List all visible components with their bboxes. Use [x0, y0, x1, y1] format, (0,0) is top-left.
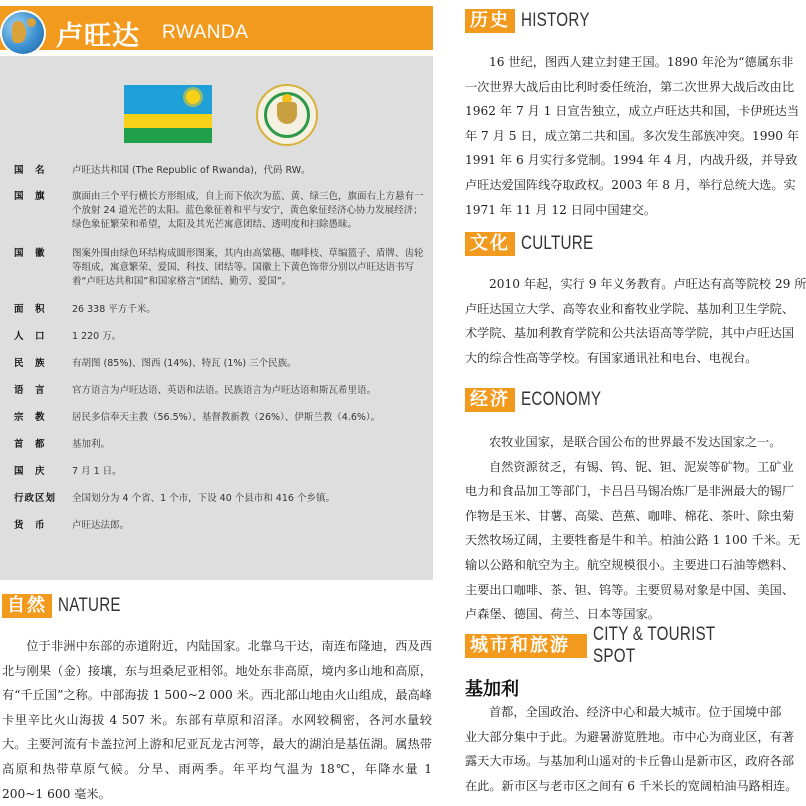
fact-row-area: [14, 303, 424, 317]
fact-row-national-day: [14, 465, 424, 479]
section-title-cn: 历史: [465, 9, 515, 33]
culture-paragraph: [465, 272, 806, 370]
text-line: 露天大市场。与基加利山遥对的卡丘鲁山是新市区，政府各部: [465, 754, 795, 769]
fact-value: 7 月 1 日。: [72, 466, 122, 477]
fact-value: 全国划分为 4 个省、1 个市，下设 40 个县市和 416 个乡镇。: [72, 493, 335, 504]
text-line: 在此。新市区与老市区之间有 6 千米长的宽阔柏油马路相连。: [465, 778, 798, 793]
national-emblem-image: [256, 84, 318, 146]
fact-row-name: [14, 164, 424, 178]
fact-value: 旗面由三个平行横长方形组成，自上而下依次为蓝、黄、绿三色，旗面右上方悬有一个放射 24 道光芒的太阳。蓝色象征着和平与安宁，黄色象征经济心协力发展经济；绿色象征繁荣和希望，太阳及其光芒寓意团结、透明度和扫除愚昧。: [72, 191, 424, 230]
section-title-en: ECONOMY: [521, 389, 602, 410]
text-line: 大的综合性高等学校。有国家通讯社和电台、电视台。: [465, 350, 758, 365]
sun-icon: [186, 90, 200, 104]
section-heading-culture: [465, 232, 611, 256]
section-heading-economy: [465, 388, 621, 412]
fact-label: 首 都: [14, 439, 46, 450]
fact-label: 国 旗: [14, 191, 46, 202]
fact-value: 1 220 万。: [72, 331, 122, 342]
fact-row-currency: [14, 519, 424, 533]
fact-value: 卢旺达法郎。: [72, 520, 130, 531]
text-line: 术学院、基加利教育学院和公共法语高等学院，其中卢旺达国: [465, 326, 795, 341]
text-line: 一次世界大战后由比利时委任统治，第二次世界大战后改由比: [465, 79, 795, 94]
fact-value: 居民多信奉天主教（56.5%）、基督教新教（26%）、伊斯兰教（4.6%）。: [72, 412, 381, 423]
section-title-en: CULTURE: [521, 233, 594, 254]
section-title-cn: 城市和旅游地: [465, 634, 587, 658]
fact-label: 国 名: [14, 165, 46, 176]
text-line: 主要出口咖啡、茶、钽、钨等。主要贸易对象是中国、美国、: [465, 582, 795, 597]
fact-row-language: [14, 384, 424, 398]
fact-row-population: [14, 330, 424, 344]
city-name: 基加利: [465, 679, 519, 700]
section-heading-city: [465, 624, 790, 680]
fact-row-ethnicity: [14, 357, 424, 371]
section-heading-history: [465, 9, 607, 33]
fact-value: 26 338 平方千米。: [72, 304, 156, 315]
fact-label: 宗 教: [14, 412, 46, 423]
fact-value: 卢旺达共和国 (The Republic of Rwanda)，代码 RW。: [72, 165, 311, 176]
text-line: 卢旺达爱国阵线夺取政权。2003 年 8 月，举行总统大选。实: [465, 177, 796, 192]
fact-label: 行政区划: [14, 493, 57, 504]
country-header: [0, 6, 433, 50]
section-title-en: HISTORY: [521, 10, 590, 31]
section-title-en: CITY & TOURIST SPOT: [592, 624, 716, 667]
text-line: 自然资源贫乏，有锡、钨、铌、钽、泥炭等矿物。工矿业: [489, 459, 794, 474]
text-line: 卢旺达国立大学、高等农业和畜牧业学院、基加利卫生学院、: [465, 301, 795, 316]
fact-row-religion: [14, 411, 424, 425]
text-line: 天然牧场辽阔，主要牲畜是牛和羊。柏油公路 1 100 千米。无: [465, 533, 801, 548]
city-paragraph: [465, 700, 798, 798]
text-line: 1962 年 7 月 1 日宣告独立，成立卢旺达共和国，卡伊班达当: [465, 104, 800, 119]
section-title-en: NATURE: [58, 595, 121, 616]
fact-label: 面 积: [14, 304, 46, 315]
country-name-cn: 卢旺达: [56, 21, 140, 52]
fact-row-flag: [14, 190, 424, 232]
fact-label: 语 言: [14, 385, 46, 396]
section-title-cn: 自然: [2, 594, 52, 618]
fact-list: [14, 164, 424, 533]
nature-paragraph: 位于非洲中东部的赤道附近，内陆国家。北靠乌干达，南连布隆迪，西及西北与刚果（金）接壤，东与坦桑尼亚相邻。地处东非高原，境内多山地和高原，有“千丘国”之称。中部海拔 1 500~2 000 米。西北部山地由火山组成，最高峰卡里辛比火山海拔 4 507 米。东部有草原和沼泽。水网较稠密，各河水量较大。主要河流有卡盖拉河上游和尼亚瓦龙古河等，最大的湖泊是基伍湖。属热带高原和热带草原气候。分旱、雨两季。年平均气温为 18℃，年降水量 1 200~1 600 毫米。: [2, 639, 432, 801]
section-title-cn: 经济: [465, 388, 515, 412]
text-line: 卢森堡、德国、荷兰、日本等国家。: [465, 607, 660, 622]
text-line: 电力和食品加工等部门，卡吕吕马锡冶炼厂是非洲最大的锡厂: [465, 484, 795, 499]
fact-row-emblem: [14, 247, 424, 289]
fact-value: 基加利。: [72, 439, 111, 450]
text-line: 2010 年起，实行 9 年义务教育。卢旺达有高等院校 29 所: [489, 277, 806, 291]
text-line: 1991 年 6 月实行多党制。1994 年 4 月，内战升级，并导致: [465, 153, 798, 168]
text-line: 16 世纪，图西人建立封建王国。1890 年沦为“德属东非: [489, 55, 794, 69]
section-title-cn: 文化: [465, 232, 515, 256]
text-line: 作物是玉米、甘薯、高粱、芭蕉、咖啡、棉花、茶叶、除虫菊: [465, 508, 795, 523]
fact-label: 人 口: [14, 331, 46, 342]
fact-row-divisions: [14, 492, 424, 506]
text-line: 年 7 月 5 日，成立第二共和国。多次发生部族冲突。1990 年: [465, 128, 800, 143]
fact-row-capital: [14, 438, 424, 452]
fact-value: 有胡图 (85%)、图西 (14%)、特瓦 (1%) 三个民族。: [72, 358, 297, 369]
text-line: 业大部分集中于此。为避暑游览胜地。市中心为商业区，有著: [465, 729, 795, 744]
globe-icon: [2, 12, 44, 54]
fact-value: 图案外围由绿色环结构成圆形图案，其内由高粱穗、咖啡枝、草编篮子、盾牌、齿轮等组成，寓意繁荣、爱国、科技、团结等。国徽上下黄色饰带分别以卢旺达语书写着“卢旺达共和国”和国家格言“团结、勤劳、爱国”。: [72, 248, 424, 287]
text-line: 1971 年 11 月 12 日同中国建交。: [465, 202, 657, 217]
history-paragraph: [465, 50, 800, 222]
fact-label: 民 族: [14, 358, 46, 369]
fact-label: 国 庆: [14, 466, 46, 477]
text-line: 农牧业国家，是联合国公布的世界最不发达国家之一。: [489, 435, 782, 449]
country-name-en: RWANDA: [162, 22, 249, 43]
text-line: 输以公路和航空为主。航空规模很小。主要进口石油等燃料、: [465, 557, 795, 572]
text-line: 首都，全国政治、经济中心和最大城市。位于国境中部: [489, 705, 782, 719]
economy-paragraph: [465, 430, 801, 627]
fact-label: 货 币: [14, 520, 46, 531]
fact-panel: [0, 56, 433, 580]
section-heading-nature: [2, 594, 137, 618]
fact-label: 国 徽: [14, 248, 46, 259]
fact-value: 官方语言为卢旺达语、英语和法语。民族语言为卢旺达语和斯瓦希里语。: [72, 385, 377, 396]
national-flag-image: [124, 85, 212, 143]
